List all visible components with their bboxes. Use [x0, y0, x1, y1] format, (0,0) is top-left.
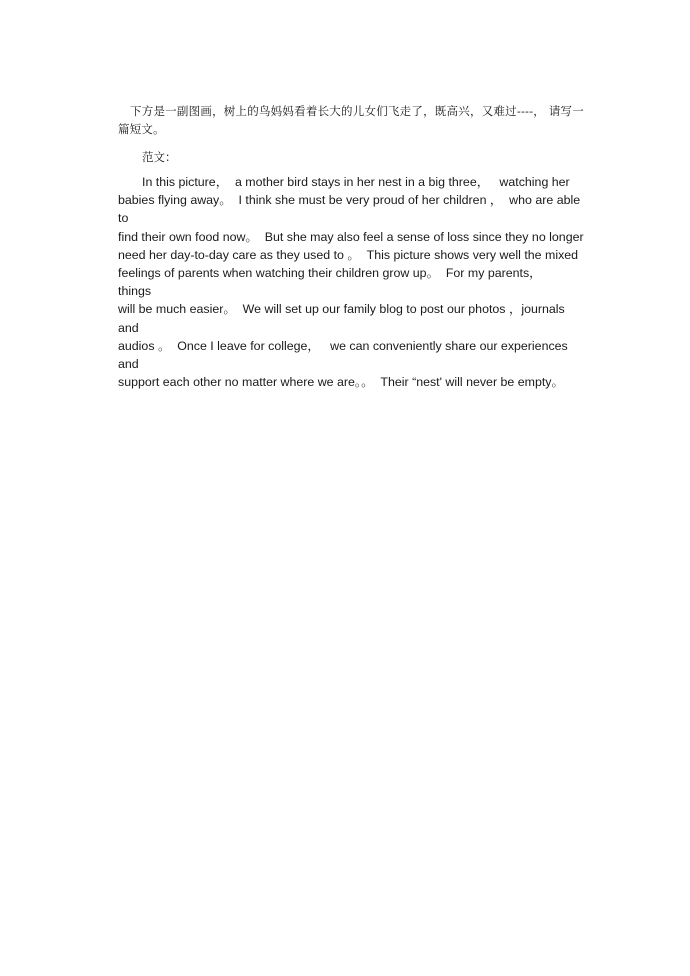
essay-paragraph	[118, 173, 584, 391]
essay-line: babies flying away。 I think she must be very proud of her children ， who are able to	[118, 193, 584, 226]
essay-line: support each other no matter where we are。。 Their “nest' will never be empty。	[118, 375, 564, 390]
essay-line: feelings of parents when watching their children grow up。 For my parents， things	[118, 266, 552, 299]
essay-line: audios 。 Once I leave for college， we can conveniently share our experiences and	[118, 338, 572, 372]
writing-prompt: 下方是一副图画，树上的鸟妈妈看着长大的儿女们飞走了，既高兴，又难过----， 请写一篇短文。	[118, 104, 584, 136]
essay-line: In this picture， a mother bird stays in her nest in a big three， watching her	[142, 175, 570, 189]
essay-label: 范文：	[142, 150, 177, 164]
essay-line: need her day-to-day care as they used to 。 This picture shows very well the mixed	[118, 247, 579, 262]
essay-line: find their own food now。 But she may also feel a sense of loss since they no longer	[118, 229, 584, 244]
document-body	[118, 102, 584, 391]
essay-line: will be much easier。 We will set up our family blog to post our photos ，journals and	[118, 302, 569, 335]
